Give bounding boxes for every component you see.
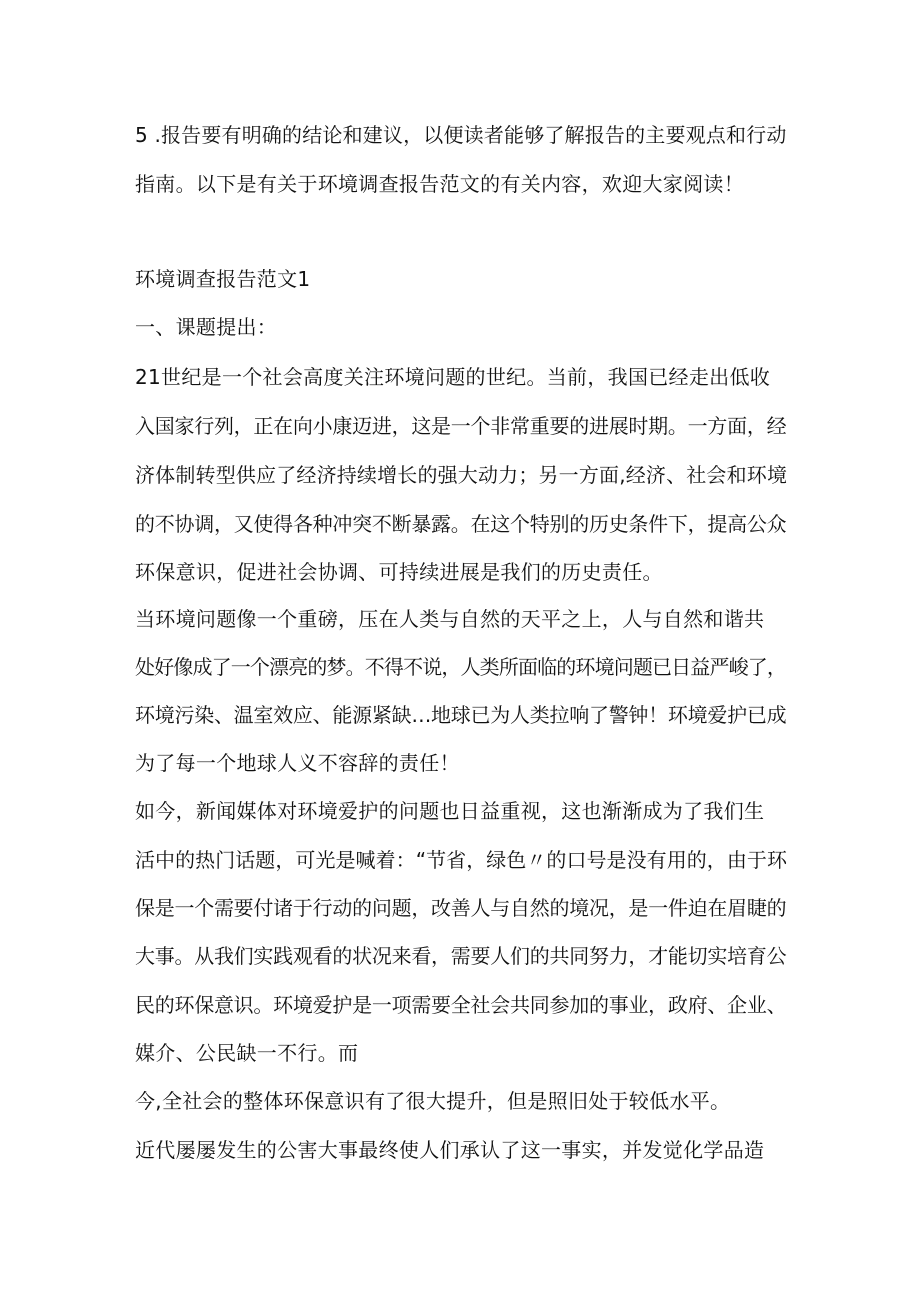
paragraph-line-12: 如今，新闻媒体对环境爱护的问题也日益重视，这也渐渐成为了我们生 [135,799,765,823]
paragraph-line-14: 保是一个需要付诸于行动的问题，改善人与自然的境况，是一件迫在眉睫的 [135,896,787,920]
paragraph-line-17: 媒介、公民缺一不行。而 [135,1041,359,1065]
paragraph-line-6: 的不协调，又使得各种冲突不断暴露。在这个特别的历史条件下，提高公众 [135,512,787,536]
paragraph-line-3: 21世纪是一个社会高度关注环境问题的世纪。当前，我国已经走出低收 [135,365,771,389]
paragraph-line-4: 入国家行列，正在向小康迈进，这是一个非常重要的进展时期。一方面，经 [135,414,787,438]
paragraph-line-11: 为了每一个地球人义不容辞的责任！ [135,751,460,775]
paragraph-line-5: 济体制转型供应了经济持续增长的强大动力；另一方面,经济、社会和环境 [135,463,788,487]
paragraph-line-13: 活中的热门话题，可光是喊着：“节省，绿色〃的口号是没有用的，由于环 [135,848,788,872]
subheading-topic: 一、课题提出： [135,315,278,339]
paragraph-line-8: 当环境问题像一个重磅，压在人类与自然的天平之上，人与自然和谐共 [135,607,765,631]
paragraph-line-10: 环境污染、温室效应、能源紧缺…地球已为人类拉响了警钟！环境爱护已成 [135,703,787,727]
paragraph-line-2: 指南。以下是有关于环境调查报告范文的有关内容，欢迎大家阅读！ [135,172,744,196]
section-heading: 环境调查报告范文1 [135,267,311,291]
paragraph-line-16: 民的环保意识。环境爱护是一项需要全社会共同参加的事业，政府、企业、 [135,993,787,1017]
paragraph-line-18: 今,全社会的整体环保意识有了很大提升，但是照旧处于较低水平。 [135,1089,731,1113]
paragraph-line-9: 处好像成了一个漂亮的梦。不得不说，人类所面临的环境问题已日益严峻了， [135,655,787,679]
paragraph-line-15: 大事。从我们实践观看的状况来看，需要人们的共同努力，才能切实培育公 [135,944,787,968]
paragraph-line-1: 5 .报告要有明确的结论和建议，以便读者能够了解报告的主要观点和行动 [135,123,787,147]
paragraph-line-19: 近代屡屡发生的公害大事最终使人们承认了这一事实，并发觉化学品造 [135,1138,765,1162]
paragraph-line-7: 环保意识，促进社会协调、可持续进展是我们的历史责任。 [135,560,663,584]
